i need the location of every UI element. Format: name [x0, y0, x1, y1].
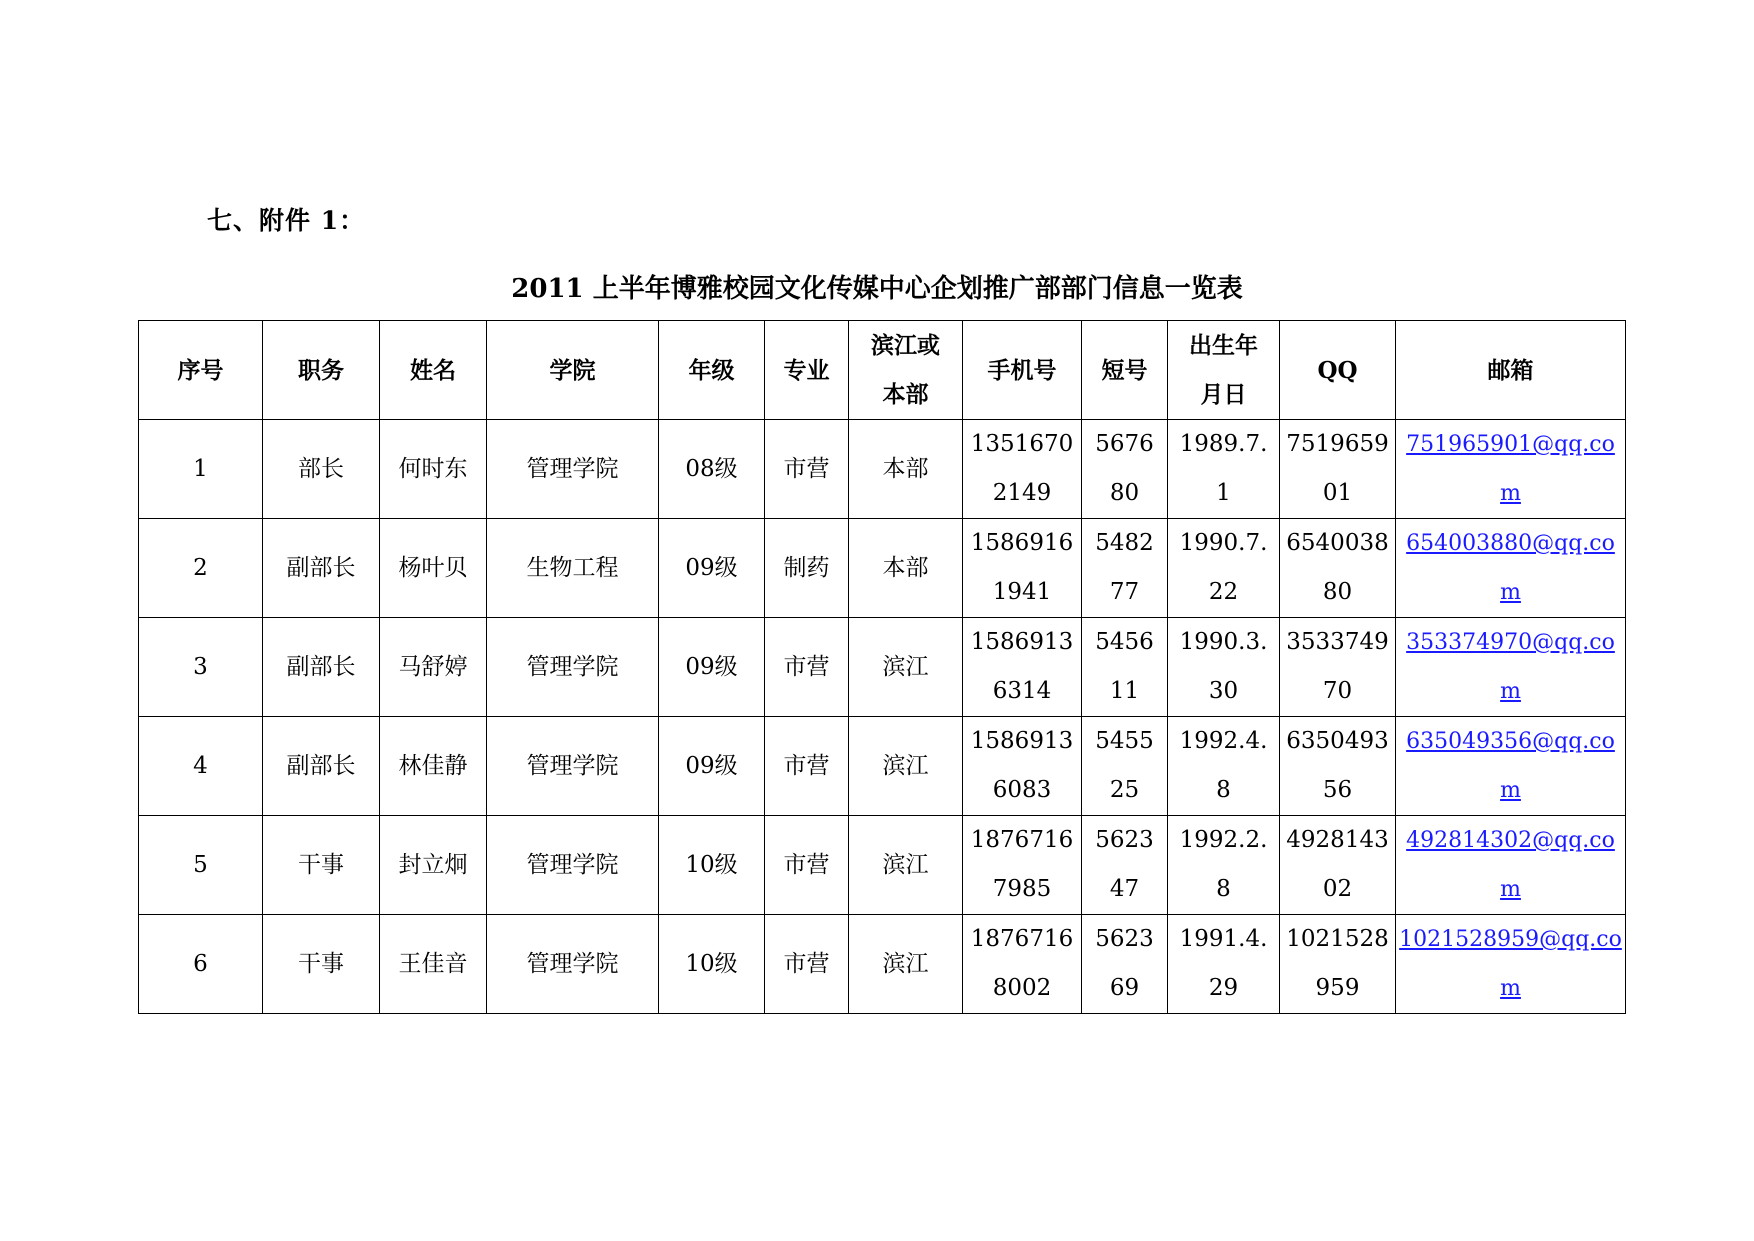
cell-name: 封立炯	[380, 816, 487, 915]
cell-college: 管理学院	[487, 915, 659, 1014]
email-link-continued[interactable]: m	[1500, 976, 1521, 1001]
email-link[interactable]: 751965901@qq.com	[1406, 432, 1615, 506]
cell-birth	[1168, 618, 1280, 717]
cell-phone-line2: 2149	[992, 480, 1052, 506]
cell-phone	[963, 717, 1082, 816]
cell-email	[1396, 420, 1626, 519]
cell-birth	[1168, 717, 1280, 816]
cell-major: 市营	[765, 816, 849, 915]
cell-short	[1082, 618, 1168, 717]
cell-college: 管理学院	[487, 618, 659, 717]
cell-qq-line2: 70	[1322, 678, 1353, 704]
email-link[interactable]: 353374970@qq.com	[1406, 630, 1615, 704]
col-header-campus	[849, 321, 963, 420]
cell-position: 干事	[263, 915, 380, 1014]
cell-birth-line1: 1989.7.	[1179, 431, 1268, 457]
table-row	[139, 717, 1626, 816]
cell-seq: 3	[139, 618, 263, 717]
cell-short	[1082, 420, 1168, 519]
col-header-position: 职务	[263, 321, 380, 420]
cell-email	[1396, 618, 1626, 717]
cell-college: 管理学院	[487, 420, 659, 519]
col-header-birth-line1: 出生年	[1189, 332, 1258, 359]
cell-birth	[1168, 420, 1280, 519]
cell-qq-line2: 01	[1322, 480, 1353, 506]
cell-short-line2: 25	[1109, 777, 1140, 803]
table-row	[139, 816, 1626, 915]
cell-qq-line1: 6350493	[1286, 728, 1389, 754]
cell-qq	[1280, 519, 1396, 618]
department-info-table	[138, 320, 1626, 1014]
cell-grade: 09级	[659, 717, 765, 816]
cell-name: 王佳音	[380, 915, 487, 1014]
cell-short	[1082, 816, 1168, 915]
cell-position: 副部长	[263, 519, 380, 618]
cell-birth-line1: 1991.4.	[1179, 926, 1268, 952]
cell-birth	[1168, 519, 1280, 618]
table-body	[139, 420, 1626, 1014]
cell-seq: 2	[139, 519, 263, 618]
cell-qq-line1: 6540038	[1286, 530, 1389, 556]
cell-campus: 本部	[849, 519, 963, 618]
col-header-college: 学院	[487, 321, 659, 420]
cell-short-line1: 5456	[1095, 629, 1154, 655]
col-header-birth	[1168, 321, 1280, 420]
cell-short-line1: 5676	[1095, 431, 1154, 457]
cell-seq: 5	[139, 816, 263, 915]
email-link[interactable]: 654003880@qq.com	[1406, 531, 1615, 605]
cell-qq	[1280, 420, 1396, 519]
cell-short-line2: 47	[1109, 876, 1140, 902]
cell-birth-line2: 8	[1216, 777, 1231, 803]
cell-name: 何时东	[380, 420, 487, 519]
cell-college: 管理学院	[487, 816, 659, 915]
cell-name: 马舒婷	[380, 618, 487, 717]
cell-qq	[1280, 915, 1396, 1014]
email-link[interactable]: 1021528959@qq.co	[1399, 927, 1622, 952]
col-header-birth-line2: 月日	[1200, 381, 1247, 408]
cell-campus: 滨江	[849, 915, 963, 1014]
cell-email	[1396, 519, 1626, 618]
cell-phone	[963, 618, 1082, 717]
table-title: 2011 上半年博雅校园文化传媒中心企划推广部部门信息一览表	[511, 274, 1243, 304]
cell-birth-line1: 1990.3.	[1179, 629, 1268, 655]
cell-campus: 滨江	[849, 618, 963, 717]
cell-short-line1: 5623	[1095, 926, 1154, 952]
cell-phone-line2: 1941	[992, 579, 1052, 605]
cell-qq	[1280, 618, 1396, 717]
cell-phone-line1: 1586916	[970, 530, 1074, 556]
cell-qq-line2: 02	[1322, 876, 1353, 902]
table-row	[139, 618, 1626, 717]
col-header-name: 姓名	[380, 321, 487, 420]
cell-qq-line1: 3533749	[1286, 629, 1389, 655]
cell-grade: 09级	[659, 519, 765, 618]
cell-position: 副部长	[263, 618, 380, 717]
cell-birth	[1168, 816, 1280, 915]
cell-email	[1396, 717, 1626, 816]
cell-qq-line1: 1021528	[1286, 926, 1389, 952]
cell-name: 杨叶贝	[380, 519, 487, 618]
col-header-qq: QQ	[1280, 321, 1396, 420]
cell-short	[1082, 915, 1168, 1014]
cell-grade: 08级	[659, 420, 765, 519]
cell-qq-line2: 80	[1322, 579, 1353, 605]
cell-qq-line2: 56	[1322, 777, 1353, 803]
table-row	[139, 915, 1626, 1014]
table-row	[139, 420, 1626, 519]
cell-position: 副部长	[263, 717, 380, 816]
cell-phone	[963, 915, 1082, 1014]
cell-phone-line1: 1876716	[970, 827, 1074, 853]
email-link[interactable]: 635049356@qq.com	[1406, 729, 1615, 803]
cell-short-line2: 69	[1109, 975, 1140, 1001]
cell-birth	[1168, 915, 1280, 1014]
cell-short-line1: 5623	[1095, 827, 1154, 853]
cell-short-line1: 5455	[1095, 728, 1154, 754]
col-header-major: 专业	[765, 321, 849, 420]
cell-phone-line2: 6314	[992, 678, 1052, 704]
cell-phone	[963, 519, 1082, 618]
cell-email	[1396, 915, 1626, 1014]
cell-major: 市营	[765, 915, 849, 1014]
cell-short-line2: 80	[1109, 480, 1140, 506]
cell-phone	[963, 816, 1082, 915]
section-heading: 七、附件 1：	[207, 206, 366, 235]
header-row	[139, 321, 1626, 420]
cell-short	[1082, 519, 1168, 618]
col-header-seq: 序号	[139, 321, 263, 420]
cell-birth-line1: 1990.7.	[1179, 530, 1268, 556]
cell-qq	[1280, 717, 1396, 816]
cell-qq-line2: 959	[1315, 975, 1360, 1001]
cell-major: 市营	[765, 717, 849, 816]
cell-qq	[1280, 816, 1396, 915]
cell-seq: 4	[139, 717, 263, 816]
cell-qq-line1: 7519659	[1286, 431, 1389, 457]
cell-grade: 10级	[659, 915, 765, 1014]
col-header-campus-line1: 滨江或	[871, 332, 940, 359]
col-header-email: 邮箱	[1396, 321, 1626, 420]
cell-campus: 本部	[849, 420, 963, 519]
cell-position: 部长	[263, 420, 380, 519]
cell-short-line2: 77	[1109, 579, 1140, 605]
cell-major: 制药	[765, 519, 849, 618]
cell-short	[1082, 717, 1168, 816]
cell-birth-line1: 1992.2.	[1179, 827, 1268, 853]
cell-birth-line2: 8	[1216, 876, 1231, 902]
cell-short-line1: 5482	[1095, 530, 1154, 556]
cell-phone-line1: 1876716	[970, 926, 1074, 952]
cell-phone-line1: 1586913	[970, 629, 1074, 655]
cell-seq: 1	[139, 420, 263, 519]
cell-grade: 10级	[659, 816, 765, 915]
cell-major: 市营	[765, 618, 849, 717]
cell-birth-line2: 22	[1208, 579, 1239, 605]
cell-email	[1396, 816, 1626, 915]
cell-name: 林佳静	[380, 717, 487, 816]
cell-phone-line1: 1586913	[970, 728, 1074, 754]
cell-grade: 09级	[659, 618, 765, 717]
col-header-phone: 手机号	[963, 321, 1082, 420]
cell-campus: 滨江	[849, 717, 963, 816]
cell-phone-line2: 8002	[992, 975, 1052, 1001]
cell-college: 管理学院	[487, 717, 659, 816]
cell-phone-line2: 7985	[992, 876, 1052, 902]
cell-birth-line2: 1	[1216, 480, 1231, 506]
cell-phone-line1: 1351670	[970, 431, 1074, 457]
cell-birth-line1: 1992.4.	[1179, 728, 1268, 754]
cell-campus: 滨江	[849, 816, 963, 915]
col-header-short: 短号	[1082, 321, 1168, 420]
cell-college: 生物工程	[487, 519, 659, 618]
table-row	[139, 519, 1626, 618]
col-header-grade: 年级	[659, 321, 765, 420]
cell-short-line2: 11	[1109, 678, 1140, 704]
col-header-campus-line2: 本部	[882, 381, 929, 408]
cell-qq-line1: 4928143	[1286, 827, 1389, 853]
cell-seq: 6	[139, 915, 263, 1014]
cell-major: 市营	[765, 420, 849, 519]
cell-birth-line2: 29	[1208, 975, 1239, 1001]
cell-position: 干事	[263, 816, 380, 915]
cell-birth-line2: 30	[1208, 678, 1239, 704]
cell-phone	[963, 420, 1082, 519]
cell-phone-line2: 6083	[992, 777, 1052, 803]
email-link[interactable]: 492814302@qq.com	[1406, 828, 1615, 902]
